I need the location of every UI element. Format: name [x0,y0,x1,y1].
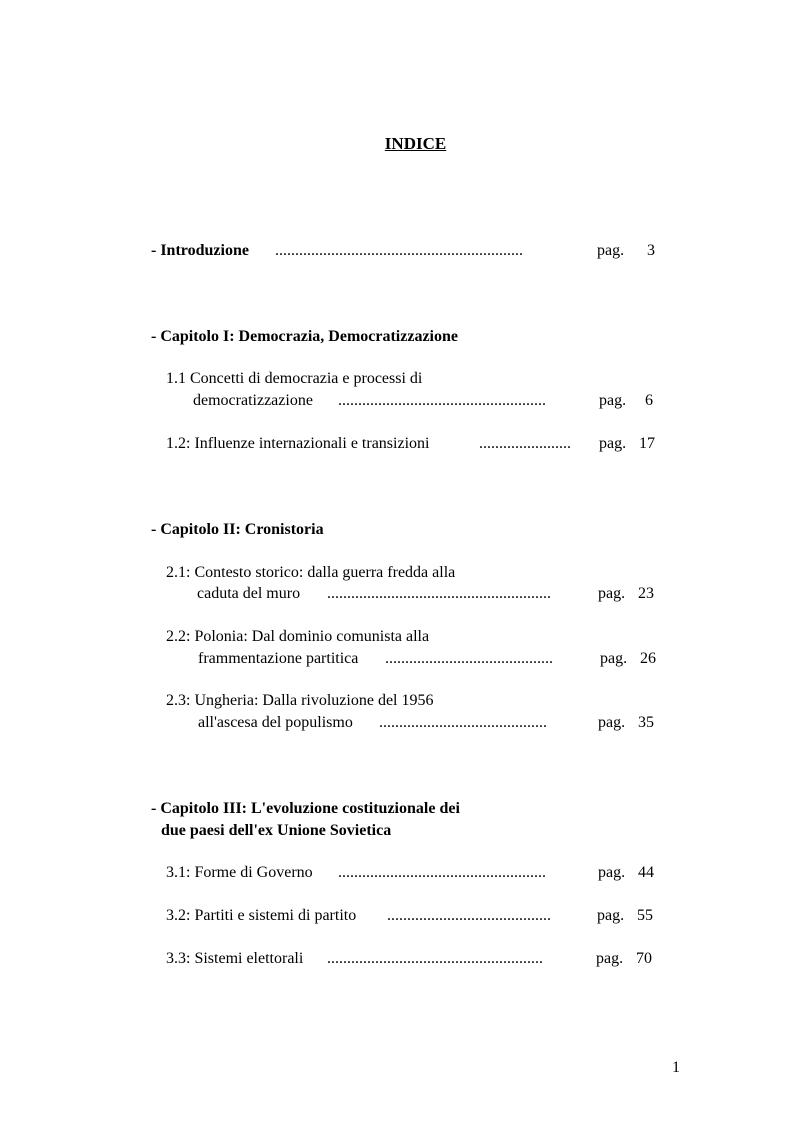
toc-entry-2-3-page: 35 [638,714,654,731]
toc-entry-2-3-leader: .......................................... [379,714,547,731]
toc-entry-1-1-leader: .................................................... [338,392,546,409]
toc-entry-2-1-leader: ........................................................ [327,585,551,602]
toc-entry-3-2-line1: 3.2: Partiti e sistemi di partito [166,907,357,924]
toc-entry-1-1-pag: pag. [599,392,627,409]
chapter-heading-1: - Capitolo I: Democrazia, Democratizzazione [151,328,458,345]
toc-entry-introduzione-page: 3 [647,242,655,259]
toc-entry-introduzione-leader: .............................................................. [275,242,523,259]
toc-entry-2-1-line1: 2.1: Contesto storico: dalla guerra fredda alla [166,564,456,581]
chapter-heading-3-line2: due paesi dell'ex Unione Sovietica [161,822,392,839]
chapter-heading-2: - Capitolo II: Cronistoria [151,521,324,538]
toc-entry-2-3-line1: 2.3: Ungheria: Dalla rivoluzione del 1956 [166,692,434,709]
page-number: 1 [672,1059,680,1076]
toc-entry-introduzione-pag: pag. [597,242,625,259]
toc-entry-1-2-pag: pag. [599,435,627,452]
toc-entry-1-2-line1: 1.2: Influenze internazionali e transizioni [166,435,430,452]
toc-entry-3-1-line1: 3.1: Forme di Governo [166,864,313,881]
toc-entry-3-3-line1: 3.3: Sistemi elettorali [166,950,304,967]
toc-entry-2-3-pag: pag. [598,714,626,731]
toc-entry-3-3-leader: ...................................................... [327,950,543,967]
toc-entry-2-1-line2: caduta del muro [197,585,301,602]
toc-entry-3-1-page: 44 [638,864,654,881]
toc-entry-3-3-pag: pag. [596,950,624,967]
toc-entry-2-2-page: 26 [640,650,656,667]
toc-entry-2-2-leader: .......................................... [385,650,553,667]
toc-entry-2-2-line2: frammentazione partitica [198,650,359,667]
toc-entry-1-1-line2: democratizzazione [193,392,313,409]
toc-entry-1-1-page: 6 [645,392,653,409]
toc-entry-3-1-pag: pag. [598,864,626,881]
toc-entry-2-3-line2: all'ascesa del populismo [198,714,353,731]
toc-entry-2-2-pag: pag. [600,650,628,667]
toc-entry-3-1-leader: .................................................... [338,864,546,881]
toc-entry-2-1-pag: pag. [598,585,626,602]
toc-entry-2-1-page: 23 [638,585,654,602]
toc-entry-introduzione-label: - Introduzione [151,242,249,259]
toc-entry-3-2-leader: ......................................... [387,907,551,924]
page-title: INDICE [384,134,447,153]
toc-entry-1-2-leader: ....................... [479,435,571,452]
toc-entry-3-2-page: 55 [637,907,653,924]
toc-entry-3-2-pag: pag. [597,907,625,924]
toc-entry-3-3-page: 70 [636,950,652,967]
toc-entry-1-2-page: 17 [639,435,655,452]
toc-entry-2-2-line1: 2.2: Polonia: Dal dominio comunista alla [166,628,430,645]
toc-entry-1-1-line1: 1.1 Concetti di democrazia e processi di [166,370,423,387]
chapter-heading-3-line1: - Capitolo III: L'evoluzione costituzionale dei [151,800,460,817]
